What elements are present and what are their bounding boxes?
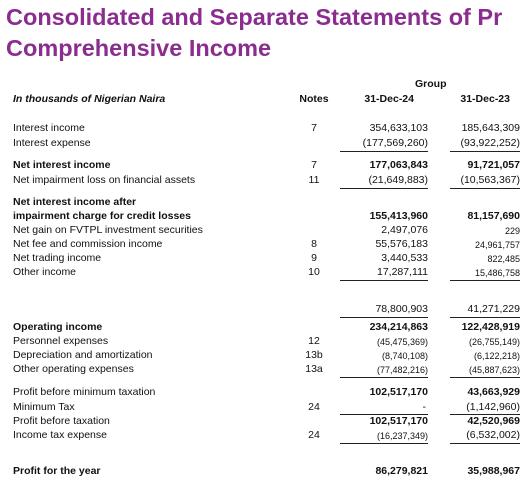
notes-header: Notes xyxy=(299,93,329,105)
value-2023: 41,271,229 xyxy=(467,303,520,315)
value-2023: 122,428,919 xyxy=(461,321,520,333)
col-2024-header: 31-Dec-24 xyxy=(364,93,414,105)
rule-2023 xyxy=(450,188,520,189)
row-label: Profit for the year xyxy=(13,465,101,477)
row-note: 24 xyxy=(308,429,320,441)
page-title-line-2: Comprehensive Income xyxy=(6,35,272,61)
value-2023: (6,122,218) xyxy=(473,351,520,361)
value-2024: (45,475,369) xyxy=(376,337,428,347)
value-2023: 822,485 xyxy=(487,254,520,264)
value-2024: 102,517,170 xyxy=(369,415,428,427)
table-row xyxy=(0,348,526,362)
row-note: 13b xyxy=(305,349,323,361)
page-title xyxy=(6,2,526,64)
group-header-row xyxy=(0,77,526,91)
row-label: impairment charge for credit losses xyxy=(13,210,191,222)
rule-2023 xyxy=(450,443,520,444)
value-2024: 78,800,903 xyxy=(375,303,428,315)
table-row xyxy=(0,173,526,187)
table-row xyxy=(0,320,526,334)
rule-2024 xyxy=(340,317,428,318)
row-note: 24 xyxy=(308,401,320,413)
value-2023: 43,663,929 xyxy=(467,386,520,398)
rule-2024 xyxy=(340,443,428,444)
value-2023: 229 xyxy=(504,226,520,236)
row-note: 9 xyxy=(311,252,317,264)
units-label: In thousands of Nigerian Naira xyxy=(13,93,166,105)
rule-2024 xyxy=(340,188,428,189)
value-2024: (177,569,260) xyxy=(362,137,428,149)
rule-2023 xyxy=(450,317,520,318)
value-2024: 2,497,076 xyxy=(381,224,428,236)
table-row xyxy=(0,251,526,265)
row-label: Profit before taxation xyxy=(13,415,110,427)
table-row xyxy=(0,464,526,478)
rule-2023 xyxy=(450,377,520,378)
row-label: Net interest income xyxy=(13,159,111,171)
value-2023: (45,887,623) xyxy=(468,365,520,375)
row-label: Profit before minimum taxation xyxy=(13,386,156,398)
table-row xyxy=(0,302,526,316)
row-note: 7 xyxy=(311,122,317,134)
row-label: Net fee and commission income xyxy=(13,238,163,250)
row-label: Interest expense xyxy=(13,137,91,149)
table-row xyxy=(0,121,526,135)
row-note: 10 xyxy=(308,266,320,278)
value-2023: 91,721,057 xyxy=(467,159,520,171)
table-row xyxy=(0,158,526,172)
row-label: Net impairment loss on financial assets xyxy=(13,174,196,186)
value-2024: 3,440,533 xyxy=(381,252,428,264)
column-header-row xyxy=(0,92,526,106)
value-2024: 155,413,960 xyxy=(369,210,428,222)
table-row xyxy=(0,209,526,223)
value-2024: - xyxy=(422,401,426,413)
row-label: Net interest income after xyxy=(13,196,137,208)
row-label: Net trading income xyxy=(13,252,102,264)
value-2023: 24,961,757 xyxy=(474,240,520,250)
table-row xyxy=(0,385,526,399)
rule-2023 xyxy=(450,151,520,152)
value-2023: (1,142,960) xyxy=(466,401,520,413)
row-label: Minimum Tax xyxy=(13,401,75,413)
table-row xyxy=(0,362,526,376)
group-label: Group xyxy=(415,78,447,90)
row-note: 8 xyxy=(311,238,317,250)
value-2024: 234,214,863 xyxy=(369,321,428,333)
value-2024: 354,633,103 xyxy=(369,122,428,134)
value-2023: 81,157,690 xyxy=(467,210,520,222)
rule-2024 xyxy=(340,377,428,378)
row-note: 11 xyxy=(308,174,320,186)
value-2024: 102,517,170 xyxy=(369,386,428,398)
row-note: 7 xyxy=(311,159,317,171)
table-row xyxy=(0,334,526,348)
row-label: Operating income xyxy=(13,321,103,333)
row-label: Other operating expenses xyxy=(13,363,134,375)
value-2024: 86,279,821 xyxy=(375,465,428,477)
value-2023: (6,532,002) xyxy=(466,429,520,441)
value-2023: 42,520,969 xyxy=(467,415,520,427)
row-label: Personnel expenses xyxy=(13,335,109,347)
table-row xyxy=(0,195,526,209)
row-label: Net gain on FVTPL investment securities xyxy=(13,224,203,236)
table-row xyxy=(0,400,526,414)
row-label: Other income xyxy=(13,266,77,278)
row-label: Income tax expense xyxy=(13,429,107,441)
value-2024: (16,237,349) xyxy=(376,431,428,441)
value-2023: 15,486,758 xyxy=(474,268,520,278)
value-2023: 185,643,309 xyxy=(461,122,520,134)
value-2024: (8,740,108) xyxy=(381,351,428,361)
table-row xyxy=(0,136,526,150)
value-2024: (77,482,216) xyxy=(376,365,428,375)
table-row xyxy=(0,237,526,251)
row-note: 13a xyxy=(305,363,323,375)
value-2024: 17,287,111 xyxy=(377,266,428,278)
value-2023: (93,922,252) xyxy=(460,137,520,149)
rule-2024 xyxy=(340,280,428,281)
value-2023: 35,988,967 xyxy=(467,465,520,477)
value-2024: 177,063,843 xyxy=(369,159,428,171)
col-2023-header: 31-Dec-23 xyxy=(460,93,510,105)
value-2023: (26,755,149) xyxy=(468,337,520,347)
value-2024: 55,576,183 xyxy=(375,238,428,250)
rule-2024 xyxy=(340,151,428,152)
row-note: 12 xyxy=(308,335,320,347)
rule-2023 xyxy=(450,280,520,281)
table-row xyxy=(0,414,526,428)
table-row xyxy=(0,223,526,237)
value-2023: (10,563,367) xyxy=(460,174,520,186)
page-title-line-1: Consolidated and Separate Statements of Pr xyxy=(6,4,503,30)
table-row xyxy=(0,428,526,442)
table-row xyxy=(0,265,526,279)
row-label: Depreciation and amortization xyxy=(13,349,153,361)
row-label: Interest income xyxy=(13,122,85,134)
value-2024: (21,649,883) xyxy=(368,174,428,186)
